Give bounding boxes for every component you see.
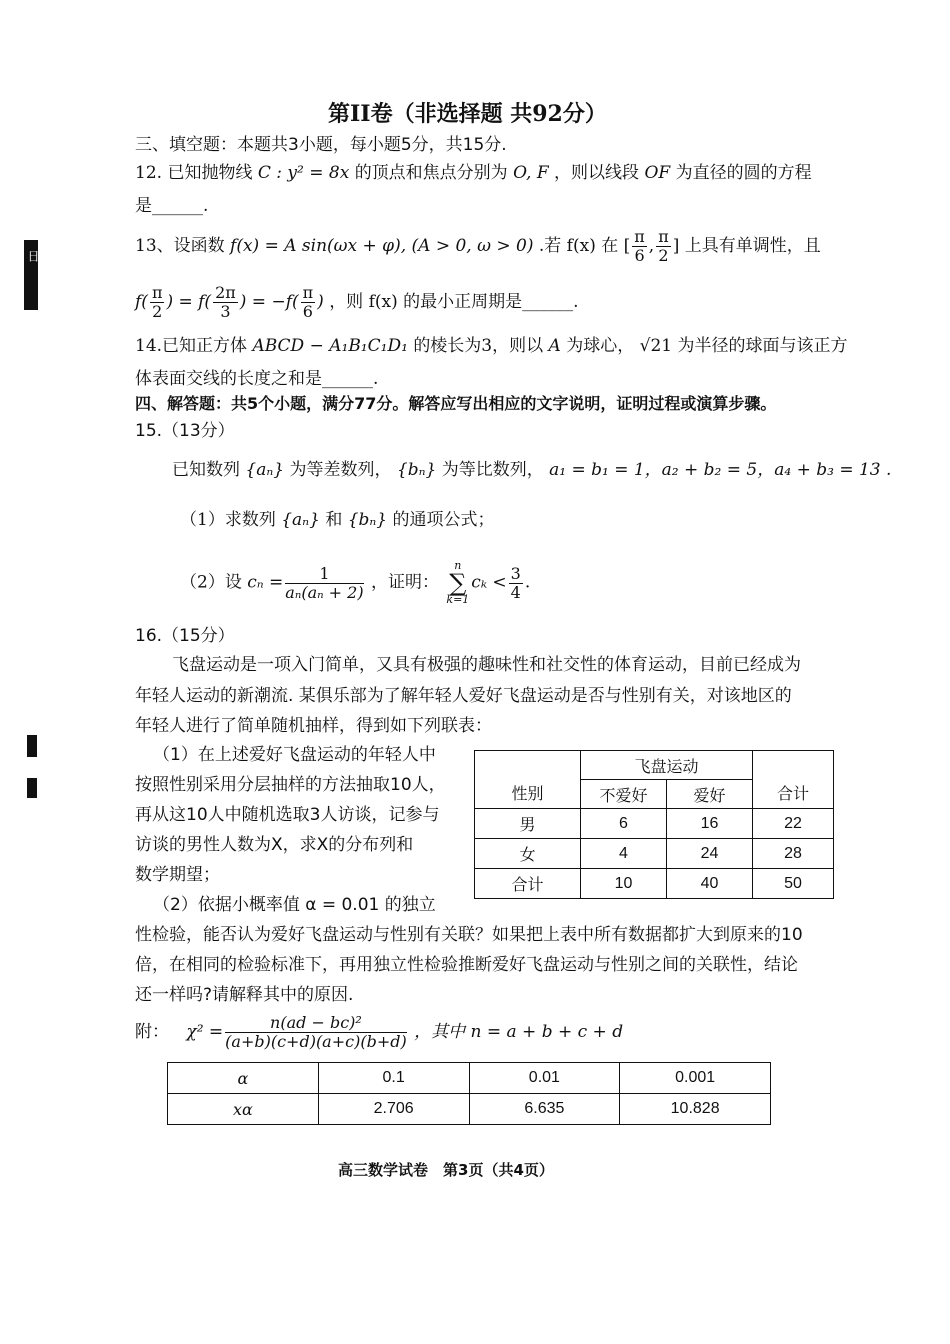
cell-like: 16 [667,809,753,839]
q15-given [172,460,891,480]
q13-bracket-open: [ [623,236,631,256]
q15-part2 [180,560,530,606]
q15-sum-term: cₖ < [471,572,507,593]
frac-num: π [302,283,314,302]
margin-mark-text: 日 [26,250,40,262]
x-alpha-label: xα [168,1094,319,1125]
chi-where: ，其中 n = a + b + c + d [414,1022,624,1042]
q13-eq3: ) [317,292,324,312]
q16-part2-line1: （2）依据小概率值 α = 0.01 的独立 [153,895,436,915]
q14-line1 [135,336,848,356]
frac-num: 2π [215,283,236,302]
alpha-label: α [168,1063,319,1094]
q13-frac-c2 [213,284,238,321]
q13-frac-c1 [150,284,165,321]
scan-mark-mid [27,735,37,757]
q13-line2 [135,282,579,322]
critical-value: 10.828 [620,1094,771,1125]
cell-dislike: 6 [581,809,667,839]
sum-bottom: k=1 [446,593,470,606]
scan-mark-low [27,778,37,798]
q15-part1-seq-a: {aₙ} [281,510,320,530]
q16-part2-line3: 倍，在相同的检验标准下，再用独立性检验推断爱好飞盘运动与性别之间的关联性，结论 [135,955,798,975]
page-footer: 高三数学试卷 第3页（共4页） [338,1161,554,1179]
q14-text-mid2: 为球心， [566,336,635,356]
q12-line2: 是______. [135,196,209,216]
q16-part1-line3: 再从这10人中随机选取3人访谈，记参与 [135,805,440,825]
frac-num: π [634,227,645,246]
q12-parabola: C : y² = 8x [257,163,350,183]
q13-function: f(x) = A sin(ωx + φ), (A > 0, ω > 0) [230,236,534,256]
cell-dislike: 4 [581,839,667,869]
frac-den: 3 [220,302,231,321]
q15-part1-end: 的通项公式； [392,510,495,530]
cell-dislike: 10 [581,869,667,899]
q15-seq-b: {bₙ} [396,460,437,480]
frac-den: 2 [152,302,163,321]
q13-eq1: ) = f( [166,292,212,312]
row-label: 女 [475,839,581,869]
contingency-table [474,750,834,899]
q12-segment: OF [644,163,671,183]
q16-intro-1: 飞盘运动是一项入门简单，又具有极强的趣味性和社交性的体育运动，目前已经成为 [172,655,801,675]
sum-top: n [454,559,462,572]
q13-frac-c3 [301,284,316,321]
q15-part1-mid: 和 [325,510,343,530]
alpha-value: 0.1 [318,1063,469,1094]
cell-total: 28 [753,839,834,869]
frac-den: 2 [658,246,669,265]
part-title: 第II卷（非选择题 共92分） [328,101,607,127]
alpha-value: 0.001 [620,1063,771,1094]
frac-den: 4 [510,582,521,602]
q15-text-mid2: 为等比数列， [441,460,544,480]
q15-conditions: a₁ = b₁ = 1，a₂ + b₂ = 5，a₄ + b₃ = 13 . [549,460,892,480]
row-label: 合计 [475,869,581,899]
header-gender: 性别 [475,751,581,809]
q15-sum [446,560,469,606]
sum-symbol: ∑ [449,569,467,597]
q12-text-end: 为直径的圆的方程 [675,163,812,183]
q16-intro-3: 年轻人进行了简单随机抽样，得到如下列联表： [135,716,492,736]
frac-den: aₙ(aₙ + 2) [285,582,364,602]
q15-period: . [524,572,531,593]
critical-value: 2.706 [318,1094,469,1125]
q16-part1-line1: （1）在上述爱好飞盘运动的年轻人中 [153,745,436,765]
q15-part1-text: （1）求数列 [180,510,276,530]
q16-part2-line2: 性检验，能否认为爱好飞盘运动与性别有关联？如果把上表中所有数据都扩大到原来的10 [135,925,803,945]
q15-text: 已知数列 [172,460,240,480]
alpha-value: 0.01 [469,1063,620,1094]
q14-line2: 体表面交线的长度之和是______. [135,369,379,389]
q15-bound-frac [509,565,523,602]
frac-den: 6 [302,302,313,321]
critical-value-table [167,1062,771,1125]
q16-part1-line5: 数学期望； [135,865,220,885]
frac-num: 1 [285,565,363,584]
q15-seq-a: {aₙ} [245,460,285,480]
q12-text: 12. 已知抛物线 [135,163,253,183]
q15-text-mid: 为等差数列， [289,460,392,480]
q14-text: 14.已知正方体 [135,336,248,356]
table-row [475,869,834,899]
q15-prove: ，证明： [371,572,439,593]
q13-eq2: ) = −f( [239,292,299,312]
cell-total: 22 [753,809,834,839]
frac-num: 3 [510,563,521,583]
table-row [475,809,834,839]
q16-part2-line4: 还一样吗?请解释其中的原因. [135,985,354,1005]
q15-cn-frac [285,565,363,602]
q15-part1-seq-b: {bₙ} [347,510,388,530]
q13-bracket-close: ] [672,236,680,256]
q13-text-mid: .若 f(x) 在 [538,236,619,256]
frac-num: n(ad − bc)² [225,1014,407,1033]
q14-text-end: 为半径的球面与该正方 [677,336,848,356]
q15-part1 [180,510,495,530]
row-label: 男 [475,809,581,839]
header-dislike: 不爱好 [581,780,667,809]
q14-cube: ABCD − A₁B₁C₁D₁ [252,336,408,356]
header-total: 合计 [753,751,834,809]
q12-text-post: ，则以线段 [554,163,640,183]
q14-radius: √21 [639,336,673,356]
header-like: 爱好 [667,780,753,809]
chi-square-formula [135,1010,623,1054]
q16-intro-2: 年轻人运动的新潮流. 某俱乐部为了解年轻人爱好飞盘运动是否与性别有关，对该地区的 [135,686,792,706]
frac-den: (a+b)(c+d)(a+c)(b+d) [225,1032,407,1051]
q12-line1 [135,163,812,183]
table-row [475,751,834,780]
frac-num: π [658,227,669,246]
q12-points: O, F [513,163,549,183]
chi-frac [225,1014,407,1051]
table-row [475,839,834,869]
cell-like: 24 [667,839,753,869]
chi-lhs: χ² = [186,1022,224,1042]
appendix-label: 附： [135,1022,169,1042]
q13-line1: 13、设函数 f(x) = A sin(ωx + φ), (A > 0, ω > 0) .若 f(x) 在 [ $\frac{\pi}{6}$ , $\frac{\pi}{2}$ ] 上具有单调性，且 [135,227,821,265]
table-row [168,1063,771,1094]
q15-header: 15.（13分） [135,421,235,441]
q16-part1-line2: 按照性别采用分层抽样的方法抽取10人， [135,775,446,795]
q14-center: A [548,336,561,356]
q16-part1-line4: 访谈的男性人数为X，求X的分布列和 [135,835,414,855]
q16-header: 16.（15分） [135,626,235,646]
q13-text-end: 上具有单调性，且 [684,236,821,256]
q13-frac-pi6 [632,228,647,265]
header-group: 飞盘运动 [581,751,753,780]
q12-text-mid: 的顶点和焦点分别为 [354,163,508,183]
q13-tail: ，则 f(x) 的最小正周期是______. [329,292,579,312]
q13-number: 13、设函数 [135,236,225,256]
frac-num: π [151,283,163,302]
cell-total: 50 [753,869,834,899]
q15-cn: cₙ = [247,572,284,593]
cell-like: 40 [667,869,753,899]
q13-frac-pi2 [656,228,671,265]
q14-text-mid: 的棱长为3，则以 [413,336,544,356]
section4-heading: 四、解答题：共5个小题，满分77分。解答应写出相应的文字说明，证明过程或演算步骤。 [135,394,777,413]
frac-den: 6 [634,246,645,265]
q13-f: f( [135,292,148,312]
q15-part2-text: （2）设 [180,572,242,593]
section3-heading: 三、填空题：本题共3小题，每小题5分，共15分. [135,135,507,155]
table-row [168,1094,771,1125]
critical-value: 6.635 [469,1094,620,1125]
